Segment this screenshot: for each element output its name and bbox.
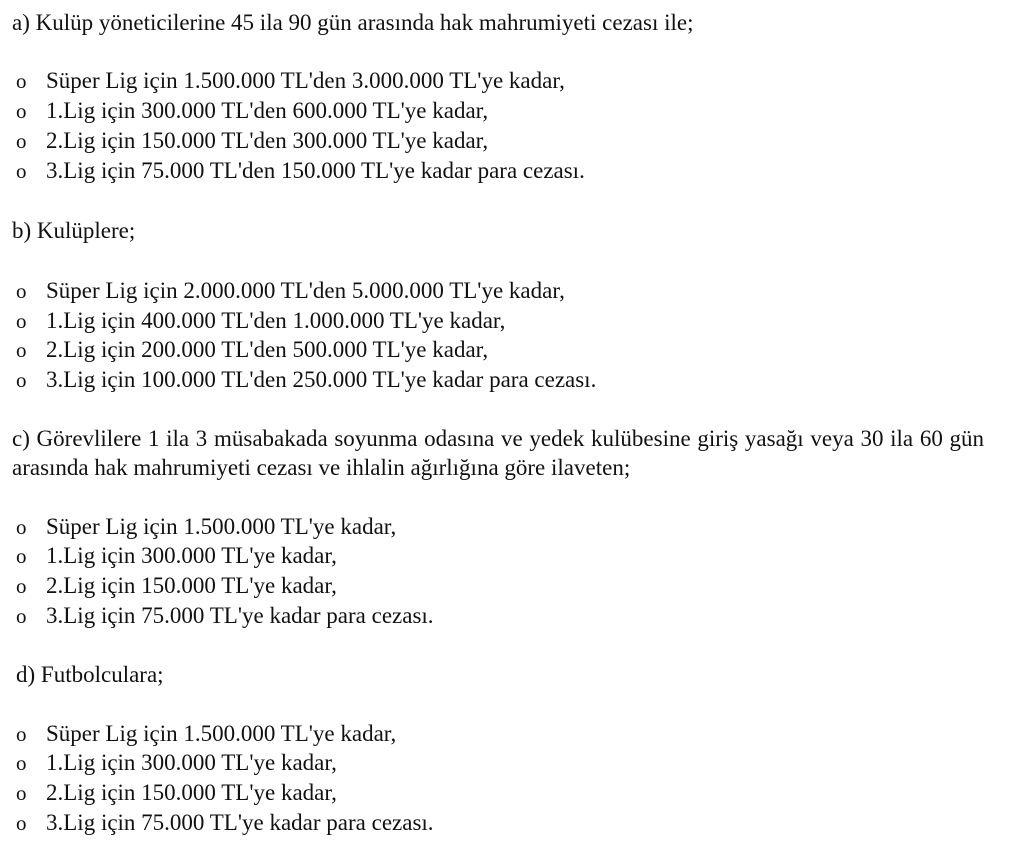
section-a-item-super-lig — [16, 66, 565, 96]
section-b-heading: b) Kulüplere; — [12, 218, 136, 243]
list-item-text: 1.Lig için 300.000 TL'ye kadar, — [46, 543, 337, 568]
section-b-item-super-lig — [16, 276, 565, 306]
section-d-item-super-lig — [16, 719, 396, 749]
section-b-item-lig-1 — [16, 306, 505, 336]
bullet-marker: o — [16, 69, 27, 93]
section-d-item-lig-1 — [16, 748, 337, 778]
list-item-text: 3.Lig için 75.000 TL'ye kadar para cezası. — [46, 603, 434, 628]
list-item-text: Süper Lig için 1.500.000 TL'den 3.000.000 TL'ye kadar, — [46, 68, 565, 93]
section-a-item-lig-3 — [16, 156, 585, 186]
bullet-marker: o — [16, 159, 27, 183]
section-c-item-lig-3 — [16, 601, 434, 631]
list-item-text: Süper Lig için 2.000.000 TL'den 5.000.000 TL'ye kadar, — [46, 278, 565, 303]
bullet-marker: o — [16, 811, 27, 835]
section-d-item-lig-3 — [16, 808, 434, 838]
bullet-marker: o — [16, 781, 27, 805]
list-item-text: 2.Lig için 150.000 TL'ye kadar, — [46, 573, 337, 598]
section-c-item-lig-1 — [16, 541, 337, 571]
list-item-text: 3.Lig için 75.000 TL'ye kadar para cezası. — [46, 810, 434, 835]
bullet-marker: o — [16, 338, 27, 362]
bullet-marker: o — [16, 368, 27, 392]
section-a-heading: a) Kulüp yöneticilerine 45 ila 90 gün arasında hak mahrumiyeti cezası ile; — [12, 10, 694, 35]
section-a-item-lig-2 — [16, 126, 488, 156]
list-item-text: 1.Lig için 400.000 TL'den 1.000.000 TL'ye kadar, — [46, 308, 506, 333]
section-c-item-lig-2 — [16, 571, 337, 601]
section-c-item-super-lig — [16, 512, 396, 542]
section-b-item-lig-3 — [16, 365, 596, 395]
bullet-marker: o — [16, 544, 27, 568]
list-item-text: 3.Lig için 75.000 TL'den 150.000 TL'ye kadar para cezası. — [46, 158, 585, 183]
bullet-marker: o — [16, 574, 27, 598]
bullet-marker: o — [16, 751, 27, 775]
list-item-text: 1.Lig için 300.000 TL'ye kadar, — [46, 750, 337, 775]
bullet-marker: o — [16, 515, 27, 539]
section-c-heading: c) Görevlilere 1 ila 3 müsabakada soyunma odasına ve yedek kulübesine giriş yasağı veya 30 ila 60 gün arasında hak mahrumiyeti cezası ve ihlalin ağırlığına göre ilaveten; — [12, 426, 984, 480]
list-item-text: 3.Lig için 100.000 TL'den 250.000 TL'ye kadar para cezası. — [46, 367, 597, 392]
section-d-heading: d) Futbolculara; — [16, 662, 164, 687]
bullet-marker: o — [16, 99, 27, 123]
bullet-marker: o — [16, 309, 27, 333]
list-item-text: 2.Lig için 150.000 TL'ye kadar, — [46, 780, 337, 805]
list-item-text: 2.Lig için 200.000 TL'den 500.000 TL'ye kadar, — [46, 337, 489, 362]
bullet-marker: o — [16, 604, 27, 628]
section-a-item-lig-1 — [16, 96, 488, 126]
section-d-item-lig-2 — [16, 778, 337, 808]
section-b-item-lig-2 — [16, 335, 488, 365]
list-item-text: Süper Lig için 1.500.000 TL'ye kadar, — [46, 514, 397, 539]
bullet-marker: o — [16, 279, 27, 303]
bullet-marker: o — [16, 129, 27, 153]
list-item-text: 1.Lig için 300.000 TL'den 600.000 TL'ye kadar, — [46, 98, 489, 123]
list-item-text: 2.Lig için 150.000 TL'den 300.000 TL'ye kadar, — [46, 128, 489, 153]
bullet-marker: o — [16, 722, 27, 746]
list-item-text: Süper Lig için 1.500.000 TL'ye kadar, — [46, 721, 397, 746]
